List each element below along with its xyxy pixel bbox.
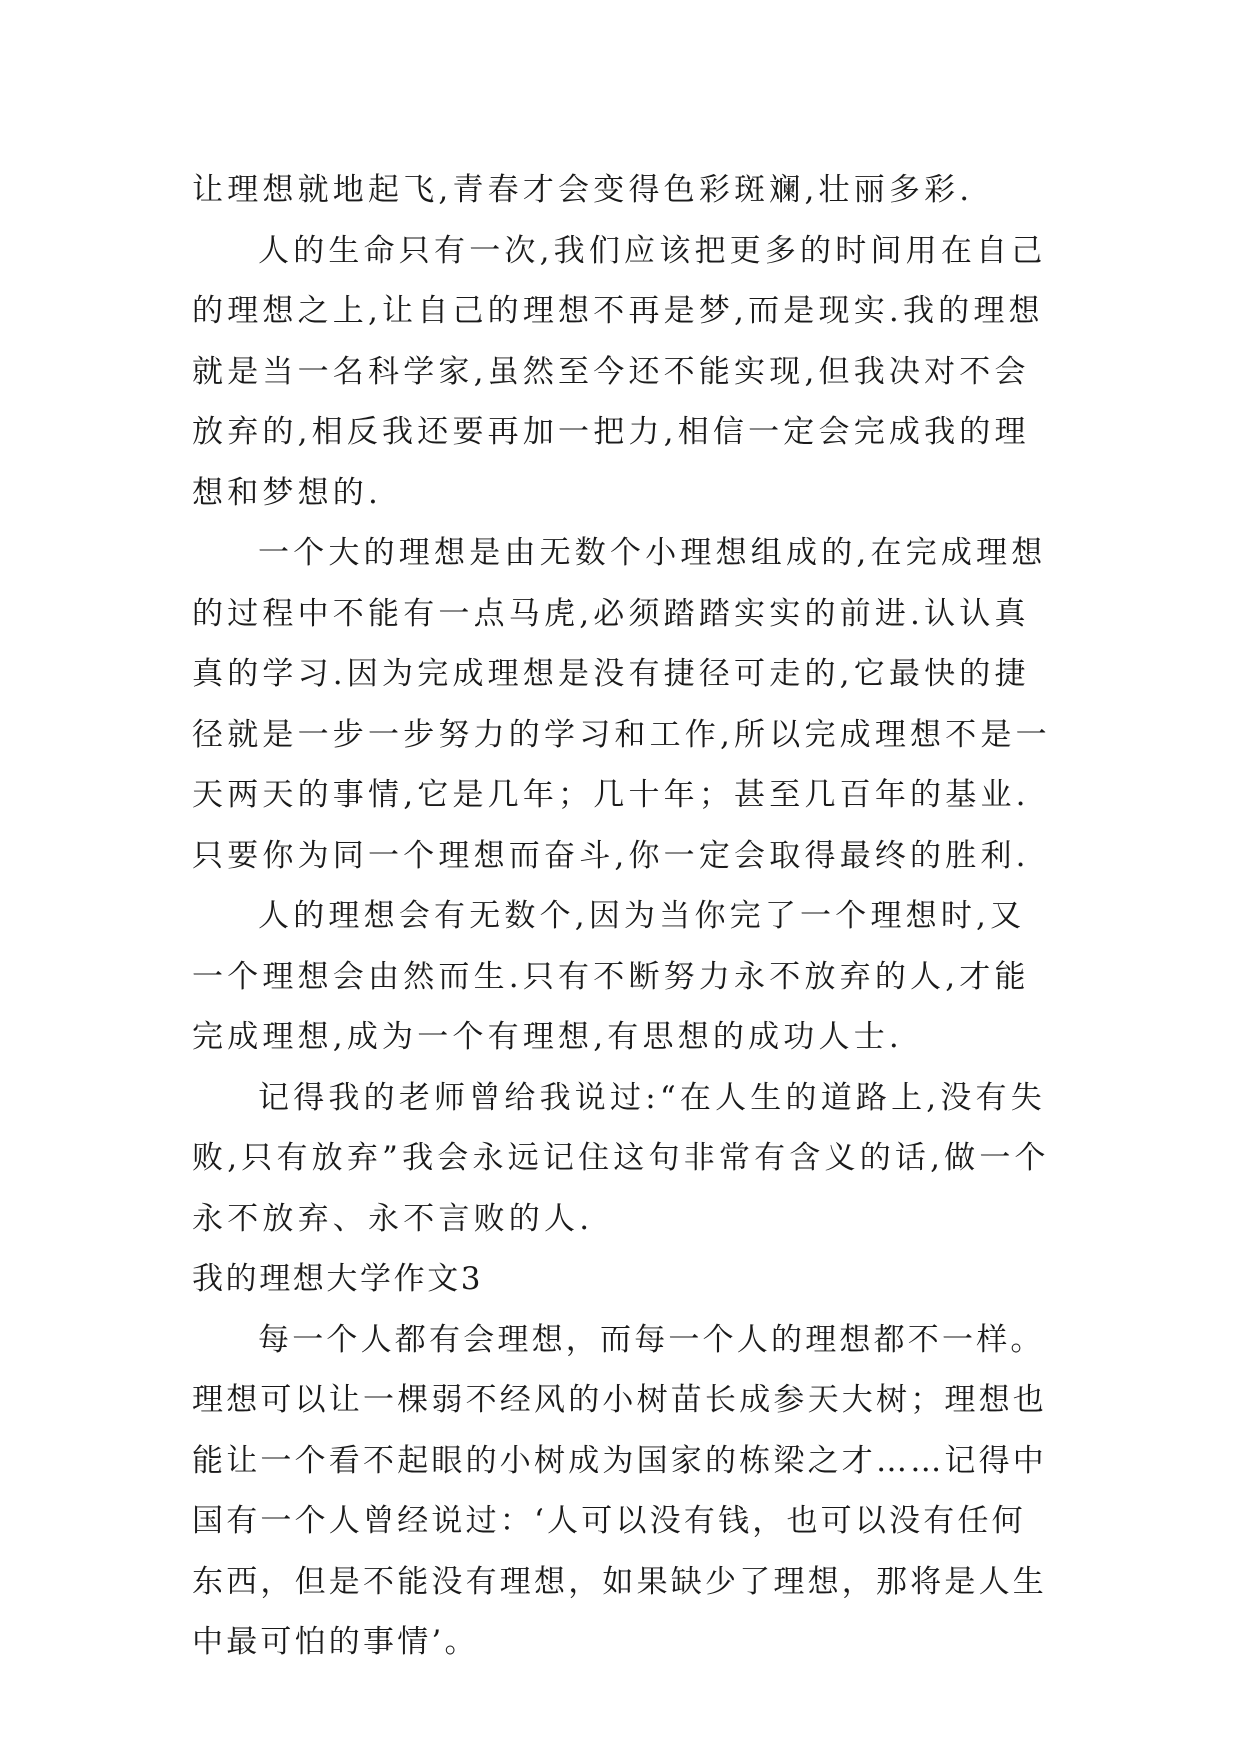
paragraph: 一个大的理想是由无数个小理想组成的,在完成理想的过程中不能有一点马虎,必须踏踏实实的前进.认认真真的学习.因为完成理想是没有捷径可走的,它最快的捷径就是一步一步努力的学习和工作,所以完成理想不是一天两天的事情,它是几年；几十年；甚至几百年的基业.只要你为同一个理想而奋斗,你一定会取得最终的胜利. [192, 535, 1051, 874]
paragraph-continuation: 让理想就地起飞,青春才会变得色彩斑斓,壮丽多彩. [192, 172, 974, 208]
paragraph: 人的生命只有一次,我们应该把更多的时间用在自己的理想之上,让自己的理想不再是梦,而是现实.我的理想就是当一名科学家,虽然至今还不能实现,但我决对不会放弃的,相反我还要再加一把力,相信一定会完成我的理想和梦想的. [192, 232, 1047, 511]
paragraph: 人的理想会有无数个,因为当你完了一个理想时,又一个理想会由然而生.只有不断努力永不放弃的人,才能完成理想,成为一个有理想,有思想的成功人士. [192, 898, 1030, 1055]
document-body [192, 160, 1052, 1673]
paragraph: 记得我的老师曾给我说过:“在人生的道路上,没有失败,只有放弃”我会永远记住这句非常有含义的话,做一个永不放弃、永不言败的人. [192, 1079, 1050, 1237]
paragraph: 每一个人都有会理想，而每一个人的理想都不一样。理想可以让一棵弱不经风的小树苗长成参天大树；理想也能让一个看不起眼的小树成为国家的栋梁之才……记得中国有一个人曾经说过：‘人可以没有钱，也可以没有任何东西，但是不能没有理想，如果缺少了理想，那将是人生中最可怕的事情’。 [192, 1321, 1047, 1660]
section-heading: 我的理想大学作文3 [192, 1261, 484, 1297]
